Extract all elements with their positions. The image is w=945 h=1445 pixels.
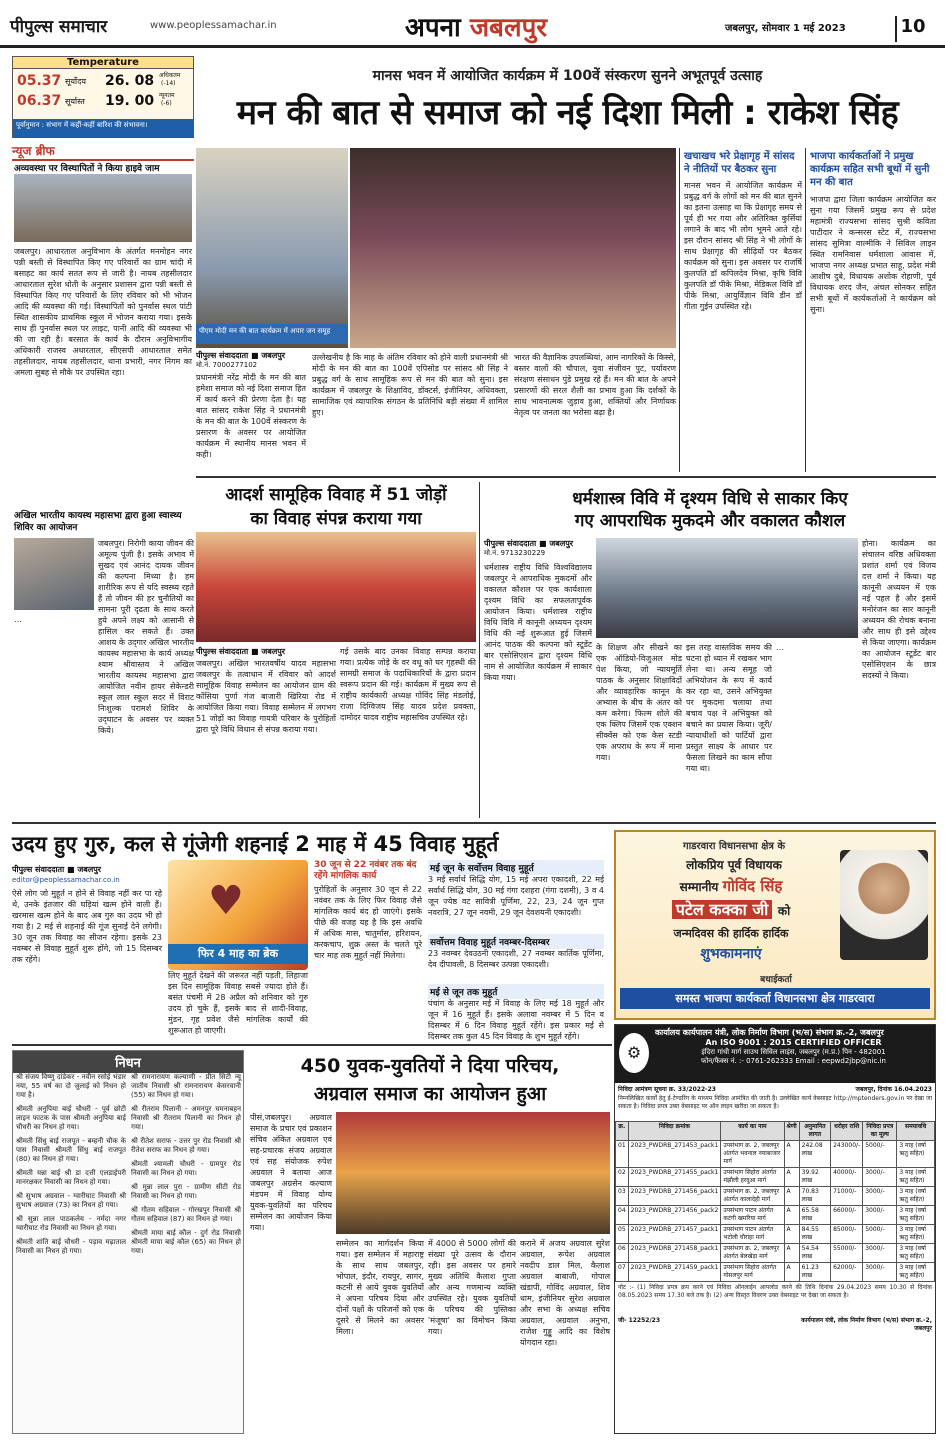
section-divider xyxy=(196,476,936,478)
brief2-title: अखिल भारतीय कायस्थ महासभा द्वारा हुआ स्वास्थ्य शिविर का आयोजन xyxy=(14,511,182,533)
brand-logo: पीपुल्स समाचार xyxy=(10,17,108,37)
table-cell: 06 xyxy=(616,1244,629,1263)
sidebar1-title: खचाखच भरे प्रेक्षागृह में सांसद ने नीतियों पर बैठकर सुना xyxy=(684,151,795,175)
muhurat-body-col1: ऐसे लोग जो मुहूर्त न होने से विवाह नहीं कर पा रहे थे, उनके इंतजार की घड़ियां खत्म होने वाली हैं। खरमास खत्म होने के बाद अब गुरु का उदय भी हो गया है। 2 मई से शहनाई की गूंज सुनाई देने लगेगी। 30 जून तक विवाह का सीजन रहेगा। इसके 23 नवम्बर से विवाह मुहूर्त शुरू होंगे, जो 15 दिसम्बर तक रहेंगे। xyxy=(12,889,162,964)
tender-ro: जी- 12252/23 xyxy=(618,1317,661,1324)
tender-col-header: कार्य का नाम xyxy=(721,1122,784,1141)
muhurat-sub3-title: सर्वोत्तम विवाह मुहूर्त नवम्बर-दिसम्बर xyxy=(428,934,604,949)
table-cell: 2023_PWDRB_271459_pack1 xyxy=(628,1263,721,1282)
tender-notice xyxy=(614,1024,936,1434)
table-cell: 3000/- xyxy=(863,1244,897,1263)
law-photo xyxy=(596,538,858,638)
greeting-ad xyxy=(614,830,936,1020)
weather-title: Temperature xyxy=(13,57,193,69)
table-cell: 2023_PWDRB_271456_pack1 xyxy=(628,1187,721,1206)
law-headline-1: धर्मशास्त्र विवि में दृश्यम विधि से साकार किए xyxy=(572,489,848,509)
table-row xyxy=(616,1244,935,1263)
tender-col-header: अनुमानित लागत xyxy=(799,1122,830,1141)
ad-line3-name: गोविंद सिंह xyxy=(722,877,783,895)
law-body-col4b: … xyxy=(776,643,784,652)
column-rule xyxy=(479,482,480,818)
sunset-label: सूर्यास्त xyxy=(65,97,85,106)
table-cell: 3 माह (वर्षा ऋतु सहित) xyxy=(897,1206,935,1225)
law-body-col3: इस तरह वास्तविक समय की घटना हो ध्यान में रखकर भाग लेना था। अन्य समूह जो अभियोजन के रूप में कार्य कर रहा था, उसने अभियुक्त पर मुकदमा चलाया तथा बचाव पक्ष ने अभियुक्त को बचाने का प्रयास किया। जूरी/न्यायाधीशों को पार्टियों द्वारा प्रस्तुत साक्ष्य के आधार पर फैसला लिखने का काम सौंपा गया था। xyxy=(686,643,772,773)
muhurat-sub3-body: 23 नवम्बर देवउठनी एकादशी, 27 नवम्बर कार्तिक पूर्णिमा, देव दीपावली, 8 दिसम्बर उत्पन्ना एकादशी। xyxy=(428,949,604,969)
obituary-item: श्री रीतेश सराफ - उत्तर पुर रोड निवासी श्री रीतेश सराफ का निधन हो गया। xyxy=(131,1137,241,1154)
law-body-col2: के शिक्षण और सीखने का एक ऑडियो-विजुअल मोड पेश किया, जो न्यायमूर्ति पाठक के अनुसार शिक्षाविदों और व्यावहारिक कानून के अभ्यास के बीच के अंतर को कम करेगा। फिल्म शोले की एक क्लिप जिसमें एक एक्शन सीक्वेंस को एक केस स्टडी एक अपराध के रूप में माना गया। xyxy=(596,643,682,762)
muhurat-sub4-body: पंचांग के अनुसार मई में विवाह के लिए मई 18 मुहूर्त और जून में 16 मुहूर्त हैं। इसके अलावा नवम्बर में 5 दिन व दिसम्बर में 6 दिन विवाह मुहूर्त रहेंगे। इस प्रकार मई से दिसम्बर तक कुल 45 दिन विवाह के शुभ मुहूर्त रहेंगे। xyxy=(428,999,604,1041)
obituary-item: श्रीमती अनुपिया बाई चौधरी - पूर्व छोटी लाइन फाटक के पास श्रीमती अनुपिया बाई चौधरी का निधन हो गया। xyxy=(16,1105,126,1131)
table-cell: A xyxy=(784,1141,799,1168)
agrawal-headline-1: 450 युवक-युवतियों ने दिया परिचय, xyxy=(300,1055,560,1077)
ad-portrait xyxy=(840,850,928,960)
sunset-time: 06.37 xyxy=(17,93,62,109)
lead-kicker: मानस भवन में आयोजित कार्यक्रम में 100वें संस्करण सुनने अभूतपूर्व उत्साह xyxy=(372,68,763,84)
tender-col-header: निविदा क्रमांक xyxy=(628,1122,721,1141)
lead-photo-banner: पीएम मोदी मन की बात कार्यक्रम में अपार जन समूह xyxy=(196,324,348,344)
agrawal-body-col2: सम्मेलन का मार्गदर्शन किया गया। इस सम्मेलन में महाराष्ट्र के साथ साथ जबलपुर, भोपाल, इंदौर, रायपुर, सागर, कटनी से आये युवक युवतियों ने अपना परिचय दिया और दोनों पक्षों के परिजनों को एक दूसरे से मिलने का अवसर मिला। xyxy=(336,1239,424,1336)
table-cell: 66000/- xyxy=(831,1206,863,1225)
ad-line5: जन्मदिवस की हार्दिक हार्दिक xyxy=(673,927,789,940)
masthead xyxy=(0,0,945,48)
couple-icon: ♥ xyxy=(208,878,244,924)
obituary-item: श्रीमती शांति बाई चौधरी - पड़ाव मढ़ाताल निवासी का निधन हो गया। xyxy=(16,1238,126,1255)
min-delta: (-6) xyxy=(161,100,172,107)
table-cell: 54.54 लाख xyxy=(799,1244,830,1263)
table-cell: 3 माह (वर्षा ऋतु सहित) xyxy=(897,1244,935,1263)
tender-contact: फोन/फैक्स नं. :- 0761-262333 Email : eepwd2jbp@nic.in xyxy=(701,1057,886,1065)
table-cell: 243000/- xyxy=(831,1141,863,1168)
ad-line2: लोकप्रिय पूर्व विधायक xyxy=(686,858,782,872)
brief1-title: अव्यवस्था पर विस्थापितों ने किया हाइवे जाम xyxy=(14,164,160,174)
table-cell: उपसंभाग सिहोरा अंतर्गत गोसलपुर मार्ग xyxy=(721,1263,784,1282)
lead-body-col3: भारत की वैज्ञानिक उपलब्धियां, आम नागरिकों के किस्से, बस्तर वालों की चौपाल, युवा संजीवन पुट, पर्यावरण संरक्षण संसाधन पुंडे प्रमुख रहे हैं। मन की बात के अपने प्रसारणों की सरल शैली का प्रभाव हुआ कि दर्शकों के साथ भावनात्मक जुड़ाव हुआ, शक्तियों और निर्णायक नेतृत्व पर जनता का भरोसा बढ़ा है। xyxy=(514,353,676,417)
section-divider xyxy=(12,822,936,824)
table-cell: 71000/- xyxy=(831,1187,863,1206)
brief2-body-cont: … xyxy=(14,615,22,624)
section-divider xyxy=(12,1044,612,1046)
table-cell: 5000/- xyxy=(863,1141,897,1168)
law-body-col1: धर्मशास्त्र राष्ट्रीय विधि विश्वविद्यालय जबलपुर ने आपराधिक मुकदमों और वकालत कौशल पर एक कार्यशाला दृश्यम विधि का सफलतापूर्वक आयोजन किया। धर्मशास्त्र राष्ट्रीय विधि विवि में कानूनी अध्ययन दृश्यम विधि की नई शुरूआत हुई जिसमें आनंद पाठक की कल्पना को स्टूडेंट बार एसोसिएशन द्वारा दृश्यम विधि नाम से आयोजित कार्यक्रम में साकार किया गया। xyxy=(484,563,592,682)
table-cell: 70.83 लाख xyxy=(799,1187,830,1206)
ad-line3-prefix: सम्मानीय xyxy=(679,880,719,894)
site-url[interactable]: www.peoplessamachar.in xyxy=(150,20,277,31)
table-cell: 3 माह (वर्षा ऋतु सहित) xyxy=(897,1141,935,1168)
law-headline-2: गए आपराधिक मुकदमे और वकालत कौशल xyxy=(574,511,846,531)
table-cell: A xyxy=(784,1244,799,1263)
obituary-item: श्री सुभाष अग्रवाल - ग्वारीघाट निवासी श्री सुभाष अग्रवाल (73) का निधन हो गया। xyxy=(16,1192,126,1209)
table-cell: 3000/- xyxy=(863,1206,897,1225)
table-cell: 2023_PWDRB_271456_pack2 xyxy=(628,1206,721,1225)
wedding-photo xyxy=(196,532,476,642)
tender-col-header: धरोहर राशि xyxy=(831,1122,863,1141)
muhurat-sub1-title: 30 जून से 22 नवंबर तक बंद रहेंगे मांगलिक कार्य xyxy=(314,860,417,881)
muhurat-credit: पीपुल्स संवाददाता ■ जबलपुर xyxy=(12,865,102,874)
table-cell: 07 xyxy=(616,1263,629,1282)
tender-col-header: निविदा प्रपत्र का मूल्य xyxy=(863,1122,897,1141)
muhurat-body-col2: लिए मुहूर्त देखने की जरूरत नहीं पड़ती, लिहाजा इस दिन सामूहिक विवाह सबसे ज्यादा होते हैं। बसंत पंचमी में 28 अप्रैल को शनिवार को गुरु उदय हो चुके हैं, इसके बाद से शादी-विवाह, मुंडन, गृह प्रवेश जैसे मांगलिक कार्यों की शुरूआत हो जाएगी। xyxy=(168,971,308,1035)
tender-cert: An ISO 9001 : 2015 CERTIFIED OFFICER xyxy=(705,1038,882,1047)
lead-body-col2: उल्लेखनीय है कि माह के अंतिम रविवार को होने वाली प्रधानमंत्री श्री मोदी के मन की बात का 100वें एपिसोड पर सांसद श्री सिंह ने प्रबुद्ध वर्ग के साथ सामूहिक रूप से मन की बात को सुना। इस कार्यक्रम में जबलपुर के शिक्षाविद, डॉक्टर्स, इंजीनियर, अधिवक्ता, सामाजिक एवं व्यापारिक संगठन के प्रतिनिधि बड़ी संख्या में शामिल हुए। xyxy=(312,353,508,417)
muhurat-sub4-title: मई से जून तक मुहूर्त xyxy=(428,984,604,999)
table-cell: 3000/- xyxy=(863,1168,897,1187)
tender-notice-date: जबलपुर, दिनांक 16.04.2023 xyxy=(855,1086,932,1093)
table-cell: A xyxy=(784,1168,799,1187)
table-cell: 04 xyxy=(616,1206,629,1225)
muhurat-email[interactable]: editor@peoplessamachar.co.in xyxy=(12,876,120,884)
tender-intro: निम्नलिखित कार्यों हेतु ई-टेण्डरिंग के माध्यम निविदा आमंत्रित की जाती है। उल्लेखित कार्य वेबसाइट http://mptenders.gov.in पर देखा जा सकता है। निविदा प्रपत्र उक्त वेबसाइट पर ऑन लाइन खरीदा जा सकता है। xyxy=(618,1095,932,1110)
brief2-photo xyxy=(14,538,94,610)
news-brief-label: न्यूज ब्रीफ xyxy=(12,142,194,161)
tender-note: नोट :- (1) निविदा प्रपत्र क्रय करने एवं निविदा ऑनलाईन आपलोड करने की तिथि दिनांक 29.04.2023 समय 10.30 से दिनांक 08.05.2023 समय 17.30 बजे तक है। (2) अन्य विस्तृत विवरण उक्त वेबसाइट पर देखा जा सकता है। xyxy=(618,1284,932,1299)
table-cell: 242.08 लाख xyxy=(799,1141,830,1168)
min-temp: 19. 00 xyxy=(105,93,155,109)
sunrise-time: 05.37 xyxy=(17,73,62,89)
obituary-item: श्री सुन्ना लाल पाठकलेय - नर्मदा नगर ग्वारीघाट रोड निवासी का निधन हो गया। xyxy=(16,1215,126,1232)
obituary-item: श्रीमती यन्ना बाई श्री डा दत्ती एलडाईपरी मानरक्षकर निवासी का निधन हो गया। xyxy=(16,1169,126,1186)
obituary-item: श्री गौतम सहिवाल - गोरखपुर निवासी श्री गौतम सहिवाल (87) का निधन हो गया। xyxy=(131,1206,241,1223)
agrawal-body-col4: कराने में अजय अग्रवाल सुरेश अग्रवाल, रूपेश अग्रवाल नवदीप डाल मिल, कैलाश अग्रवाल बाबाजी, गोपाल खंडापी, गोविंद अग्रवाल, शिव धाम, इंजीनियर सुरेश अग्रवाल और सभा के अध्यक्ष सचिव अग्रवाल, अग्रवाल अनुभा, राजेश गुड्डू आदि का विशेष योगदान रहा। xyxy=(520,1239,610,1347)
table-cell: 3 माह (वर्षा ऋतु सहित) xyxy=(897,1225,935,1244)
dateline: जबलपुर, सोमवार 1 मई 2023 xyxy=(725,23,846,34)
table-cell: 2023_PWDRB_271458_pack1 xyxy=(628,1244,721,1263)
table-cell: 3 माह (वर्षा ऋतु सहित) xyxy=(897,1263,935,1282)
tender-header xyxy=(615,1025,935,1083)
table-cell: 02 xyxy=(616,1168,629,1187)
wedding-headline-2: का विवाह संपन्न कराया गया xyxy=(250,509,422,529)
table-row xyxy=(616,1263,935,1282)
table-cell: उपसंभाग क्र. 2, जबलपुर अंतर्गत कालादेही मार्ग xyxy=(721,1187,784,1206)
ad-from-label: बधाईकर्ता xyxy=(760,975,792,985)
table-cell: 62000/- xyxy=(831,1263,863,1282)
ad-line1: गाडरवारा विधानसभा क्षेत्र के xyxy=(682,841,786,852)
tender-col-header: समयावधि xyxy=(897,1122,935,1141)
obituary-box xyxy=(12,1050,244,1434)
muhurat-sub2-title: मई जून के सर्वोत्तम विवाह मुहूर्त xyxy=(428,860,604,875)
table-row xyxy=(616,1206,935,1225)
law-body-col4: होना। कार्यक्रम का संचालन वरिष्ठ अधिवक्ता प्रशांत शर्मा एवं विजय दत्त शर्मा ने किया। यह कानूनी अध्ययन में एक नई पहल है और इसमें मनोरंजन का सार कानूनी अध्ययन की रोचक बनाना और साथ ही इसे उद्देश्य से किया जाएगा। कार्यक्रम का आयोजन स्टूडेंट बार एसोसिएशन के छात्र सदस्यों ने किया। xyxy=(862,539,936,680)
brief1-photo xyxy=(14,174,192,242)
column-rule xyxy=(805,148,806,472)
ad-line4 xyxy=(626,898,836,920)
obituary-item: श्रीमती सिंधु बाई राजपूत - बम्हनी चौक के पास निवासी श्रीमती सिंधु बाई राजपूत (80) का निधन हो गया। xyxy=(16,1137,126,1163)
obituary-col1 xyxy=(16,1073,126,1431)
ad-line6: शुभकामनाएं xyxy=(700,946,762,962)
agrawal-photo xyxy=(336,1112,610,1234)
obituary-item: श्री रीतराम पिलानी - अमनपुर घमनाबहन निवासी श्री रीतराम पिलानी का निधन हो गया। xyxy=(131,1105,241,1131)
lead-photo-event xyxy=(196,148,348,348)
law-mobile: मो.नं. 9713230229 xyxy=(484,549,546,557)
illustration-caption: फिर 4 माह का ब्रेक xyxy=(168,944,308,964)
column-rule xyxy=(679,148,680,472)
table-cell: 2023_PWDRB_271457_pack1 xyxy=(628,1225,721,1244)
sunrise-label: सूर्योदय xyxy=(65,77,87,86)
govt-emblem-icon: ⚙ xyxy=(619,1033,649,1073)
table-cell: 3 माह (वर्षा ऋतु सहित) xyxy=(897,1187,935,1206)
muhurat-headline: उदय हुए गुरु, कल से गूंजेगी शहनाई 2 माह में 45 विवाह मुहूर्त xyxy=(12,832,499,856)
tender-office: कार्यालय कार्यपालन यंत्री, लोक निर्माण विभाग (भ/स) संभाग क्र.-2, जबलपुर xyxy=(655,1028,884,1037)
table-cell: A xyxy=(784,1225,799,1244)
table-cell: 2023_PWDRB_271453_pack1 xyxy=(628,1141,721,1168)
table-cell: A xyxy=(784,1206,799,1225)
tender-address: इंदिरा गांधी मार्ग साउथ सिविल लाइंस, जबलपुर (म.प्र.) पिन - 482001 xyxy=(701,1048,886,1056)
table-row xyxy=(616,1225,935,1244)
wedding-headline-1: आदर्श सामूहिक विवाह में 51 जोड़ों xyxy=(225,485,447,505)
max-delta: (-14) xyxy=(161,80,176,87)
tender-signature: कार्यपालन यंत्री, लोक निर्माण विभाग (भ/स) संभाग क्र.-2, जबलपुर xyxy=(801,1317,932,1332)
table-cell: उपसंभाग पाटन अंतर्गत भटोली चौराहा मार्ग xyxy=(721,1225,784,1244)
tender-col-header: श्रेणी xyxy=(784,1122,799,1141)
table-cell: 84.55 लाख xyxy=(799,1225,830,1244)
obituary-title: निधन xyxy=(13,1051,243,1073)
agrawal-body-col1: पीसं,जबलपुर। अग्रवाल समाज के प्रचार एवं प्रकाशन संचिव अंकित अग्रवाल एवं सह-प्रचारक संजय अग्रवाल एवं सह संयोजक रुपेश अग्रवाल ने बताया आज जबलपुर अग्रसेन कल्याण मंडपम में विवाह योग्य युवक-युवतियों का परिचय सम्मेलन का आयोजन किया गया। xyxy=(250,1113,332,1232)
ad-line3 xyxy=(626,876,836,896)
section-title xyxy=(405,8,547,44)
table-cell: 61.23 लाख xyxy=(799,1263,830,1282)
table-row xyxy=(616,1141,935,1168)
lead-mobile: मो.नं. 7000277102 xyxy=(196,361,258,369)
ad-from: समस्त भाजपा कार्यकर्ता विधानसभा क्षेत्र गाडरवारा xyxy=(620,988,930,1009)
table-cell: 39.92 लाख xyxy=(799,1168,830,1187)
weather-box xyxy=(12,56,194,138)
tender-notice-no: निविदा आमंत्रण सूचना क्र. 33/2022-23 xyxy=(618,1086,716,1093)
ad-line4-name: पटेल कक्का जी xyxy=(672,900,773,919)
table-cell: 2023_PWDRB_271455_pack1 xyxy=(628,1168,721,1187)
obituary-item: श्री संजय विष्णु दांडेकर - नवीन रसोई भंडार नया, 55 वर्ष का दो जुलाई को निधन हो गया है। xyxy=(16,1073,126,1099)
table-cell: 85000/- xyxy=(831,1225,863,1244)
lead-credit: पीपुल्स संवाददाता ■ जबलपुर xyxy=(196,351,286,360)
sidebar2-body: भाजपा द्वारा जिला कार्यक्रम आयोजित कर सुना गया जिसमें प्रमुख रूप से प्रदेश महामंत्री राज्यसभा सांसद सुश्री कविता पाटीदार ने कन्सरस स्टेट में, राज्यसभा सांसद सुमित्रा वाल्मीकि ने सिविल लाइन स्थित रामनिवास धर्मशाला आवास में, भाजपा नगर अध्यक्ष प्रभात साहू, प्रदेश मंत्री आशीष दुबे, विधायक अशोक रोहाणी, पूर्व विधायक शरद जैन, अंचल सोनकर सहित सभी बूथों में कार्यकर्ताओं ने कार्यक्रम को सुना। xyxy=(810,195,936,314)
min-label: न्यूनतम xyxy=(159,92,175,99)
muhurat-sub1-body: पुरोहितों के अनुसार 30 जून से 22 नवंबर तक के लिए फिर विवाह जैसे मांगलिक कार्य बंद हो जाएंगे। इसके पीछे की वजह यह है कि इस अवधि में अधिक मास, चातुर्मास, हरिशयन, करकचाप, शुक्र अस्त के चलते पूरे चार माह तक मुहूर्त नहीं मिलेगा। xyxy=(314,885,422,960)
brief1-body: जबलपुर। आधारताल अनुविभाग के अंतर्गत मनमोहन नगर पन्नी बस्ती से विस्थापित किए गए परिवारों का ग्राम चांदी में बसाहट का कार्य सतत रूप से जारी है। नायब तहसीलदार आधारताल सुरेश धोती के अनुसार प्रशासन द्वारा पन्नी बस्ती से विस्थापित किए गए परिवारों के लिए रविवार को भी भोजन आदि की व्यवस्था की गई। विस्थापितों को पुनर्वास स्थल पांटी स्थित शासकीय प्राथमिक स्कूल में भोजन कराया गया। इसके साथ ही पुनर्वास स्थल पर लाइट, पानी आदि की व्यवस्था भी की जा रही है। बरसात के कार्य के दौरान अनुविभागीय अधिकारी राजस्व अधारताल, सीएसपी आधारताल समेत तहसीलदार, नायब तहसीलदार, थाना प्रभारी, नगर निगम का अमला सुबह से मौके पर उपस्थित रहा। xyxy=(14,247,192,377)
table-cell: 3000/- xyxy=(863,1263,897,1282)
table-cell: 05 xyxy=(616,1225,629,1244)
table-cell: 65.58 लाख xyxy=(799,1206,830,1225)
table-cell: 5000/- xyxy=(863,1225,897,1244)
table-cell: उपसंभाग पाटन अंतर्गत कटंगी खमरिया मार्ग xyxy=(721,1206,784,1225)
wedding-credit: पीपुल्स संवाददाता ■ जबलपुर xyxy=(196,647,286,656)
table-cell: 55000/- xyxy=(831,1244,863,1263)
obituary-item: श्रीमती श्यामली चौधरी - ग्रामपुर रोड निवासी का निधन हो गया। xyxy=(131,1160,241,1177)
agrawal-headline-2: अग्रवाल समाज का आयोजन हुआ xyxy=(313,1083,547,1105)
sidebar2-title: भाजपा कार्यकर्ताओं ने प्रमुख कार्यक्रम सहित सभी बूथों में सुनी मन की बात xyxy=(810,151,930,188)
table-cell: A xyxy=(784,1187,799,1206)
section-name: जबलपुर xyxy=(469,13,548,43)
lead-photo-crowd xyxy=(350,148,676,348)
table-row xyxy=(616,1168,935,1187)
table-row xyxy=(616,1187,935,1206)
table-cell: 40000/- xyxy=(831,1168,863,1187)
obituary-item: श्री रामनारायण कल्याणी - प्रीत सिटी न्यू जातीय निवासी श्री रामनारायण केसरवानी (55) का निधन हो गया। xyxy=(131,1073,241,1099)
weather-forecast: पूर्वानुमान : संभाग में कहीं-कहीं बारिश की संभावना। xyxy=(13,119,193,138)
sidebar1-body: मानस भवन में आयोजित कार्यक्रम में प्रबुद्ध वर्ग के लोगों को मन की बात सुनने का इतना उत्साह था कि प्रेक्षागृह समय से पूर्व ही भर गया और अतिरिक्त कुर्सियां लगाने के बाद भी लोग भूमने आते रहे। इस दौरान सांसद श्री सिंह ने भी लोगों के साथ प्रेक्षागृह की सीढ़ियों पर बैठकर कार्यक्रम को सुना। इस अवसर पर राजर्षि कुलपति डॉ कपिलदेव मिश्रा, कृषि विवि कुलपति डॉ पीके मिश्रा, मेडिकल विवि डॉ पीके मिश्रा, आयुर्विज्ञान विवि डीन डॉ गीता गुईन उपस्थित रहे। xyxy=(684,181,802,311)
table-cell: 3 माह (वर्षा ऋतु सहित) xyxy=(897,1168,935,1187)
law-credit: पीपुल्स संवाददाता ■ जबलपुर xyxy=(484,539,574,548)
tender-col-header: क्र. xyxy=(616,1122,629,1141)
obituary-item: श्रीमती माया बाई कौल - दुर्ग रोड निवासी श्रीमती माया बाई कौल (65) का निधन हो गया। xyxy=(131,1229,241,1255)
lead-headline: मन की बात से समाज को नई दिशा मिली : राकेश सिंह xyxy=(236,93,899,133)
section-prefix: अपना xyxy=(405,13,461,43)
lead-body-col1: प्रधानमंत्री नरेंद्र मोदी के मन की बात हमेशा समाज को नई दिशा समाज हित में कार्य करने की प्रेरणा देता है। यह बात सांसद राकेश सिंह ने प्रधानमंत्री के मन की बात के 100वें संस्करण के प्रसारण के अवसर पर आयोजित कार्यक्रम में स्थानीय मानस भवन में कही। xyxy=(196,373,306,459)
agrawal-body-col3: में 4000 से 5000 लोगों की संख्या पूरे उत्सव के दौरान रही। इस अवसर पर हमारे मुख्य अतिथि कैलाश गुप्ता और अन्य गणमान्य व्यक्ति उपस्थित रहे। युवक युवतियों के परिचय की पुस्तिका 'मंजूषा' का विमोचन किया गया। xyxy=(428,1239,516,1336)
ad-line4-suffix: को xyxy=(777,904,791,918)
obituary-item: श्री मुन्ना लाल पुरा - ग्रामीण सीटी रोड निवासी का निधन हो गया। xyxy=(131,1183,241,1200)
brief2-body: जबलपुर। निरोगी काया जीवन की अमूल्य पूंजी है। इसके अभाव में सुखद एवं आनंद दायक जीवन की कल्पना मिथ्या है। हम शारीरिक रूप से यदि स्वस्थ्य रहते हैं तो जीवन की हर चुनौतियों का सामना पूरी दृढता के साथ करते हुये अपने लक्ष्य को आसानी से हासिल कर सकते हैं। उक्त आशय के उद्‌गार अखिल भारतीय कायस्थ महासभा के कार्य अध्यक्ष श्याम श्रीवास्तव ने अखिल भारतीय कायस्थ महासभा द्वारा आयोजित नवीन हायर सेकेन्डरी स्कूल लाल स्कूल सदर में विराट निःशुल्क परामर्श शिविर के उद्‌घाटन के अवसर पर व्यक्त किये। xyxy=(98,539,194,735)
obituary-col2 xyxy=(131,1073,241,1431)
table-cell: उपसंभाग क्र. 2, जबलपुर अंतर्गत बेलखेड़ा मार्ग xyxy=(721,1244,784,1263)
wedding-body-col2: गई उसके बाद उनका विवाह सम्पन्न कराया गया। प्रत्येक जोड़े के वर वधू को घर गृहस्थी की सामग्री समाज के पदाधिकारियों के द्वारा प्रदान स्वरूप प्रदान की गई। कार्यक्रम में मुख्य रूप से राष्ट्रीय कार्यकारी अध्यक्ष गोविंद सिंह मंडलोई, राजा दिग्विजय सिंह यादव प्रदेश प्रवक्ता, दामोदर यादव राष्ट्रीय महासचिव उपस्थित रहे। xyxy=(340,647,476,722)
max-temp: 26. 08 xyxy=(105,73,155,89)
table-cell: 03 xyxy=(616,1187,629,1206)
page-number: 10 xyxy=(895,16,929,42)
muhurat-sub2-body: 3 मई सर्वार्थ सिद्धि योग, 15 मई अपरा एकादशी, 22 मई सर्वार्थ सिद्धि योग, 30 मई गंगा दशहरा (गंगा दशमी), 3 व 4 जून ज्येष्ठ वट सावित्री पूर्णिमा, 22, 23, 24 जून गुप्त नवरात्रि, 27 जून नवमी, 29 जून देवशयनी एकादशी। xyxy=(428,875,604,917)
table-cell: 01 xyxy=(616,1141,629,1168)
wedding-body-col1: जबलपुर। अखिल भारतवर्षीय यादव महासभा जबलपुर के तत्वाधान में रविवार को आदर्श सामूहिक विवाह सम्मेलन का आयोजन ग्राम की कोंसिया पुर्णा गंज बाजारी खिरिया रोड में आयोजित किया गया। विवाह सम्मेलन में लगभग 51 जोड़ों का विवाह गायत्री परिवार के पुरोहितों द्वारा पूरे विधि विधान से संपन्न कराया गया। xyxy=(196,659,336,734)
tender-table xyxy=(615,1121,935,1282)
table-cell: उपसंभाग क्र. 2, जबलपुर अंतर्गत भवनाल नयाबाजार मार्ग xyxy=(721,1141,784,1168)
table-cell: 3000/- xyxy=(863,1187,897,1206)
table-cell: A xyxy=(784,1263,799,1282)
max-label: अधिकतम xyxy=(159,72,181,79)
table-cell: उपसंभाग सिहोरा अंतर्गत मंझौली हरदुआ मार्ग xyxy=(721,1168,784,1187)
